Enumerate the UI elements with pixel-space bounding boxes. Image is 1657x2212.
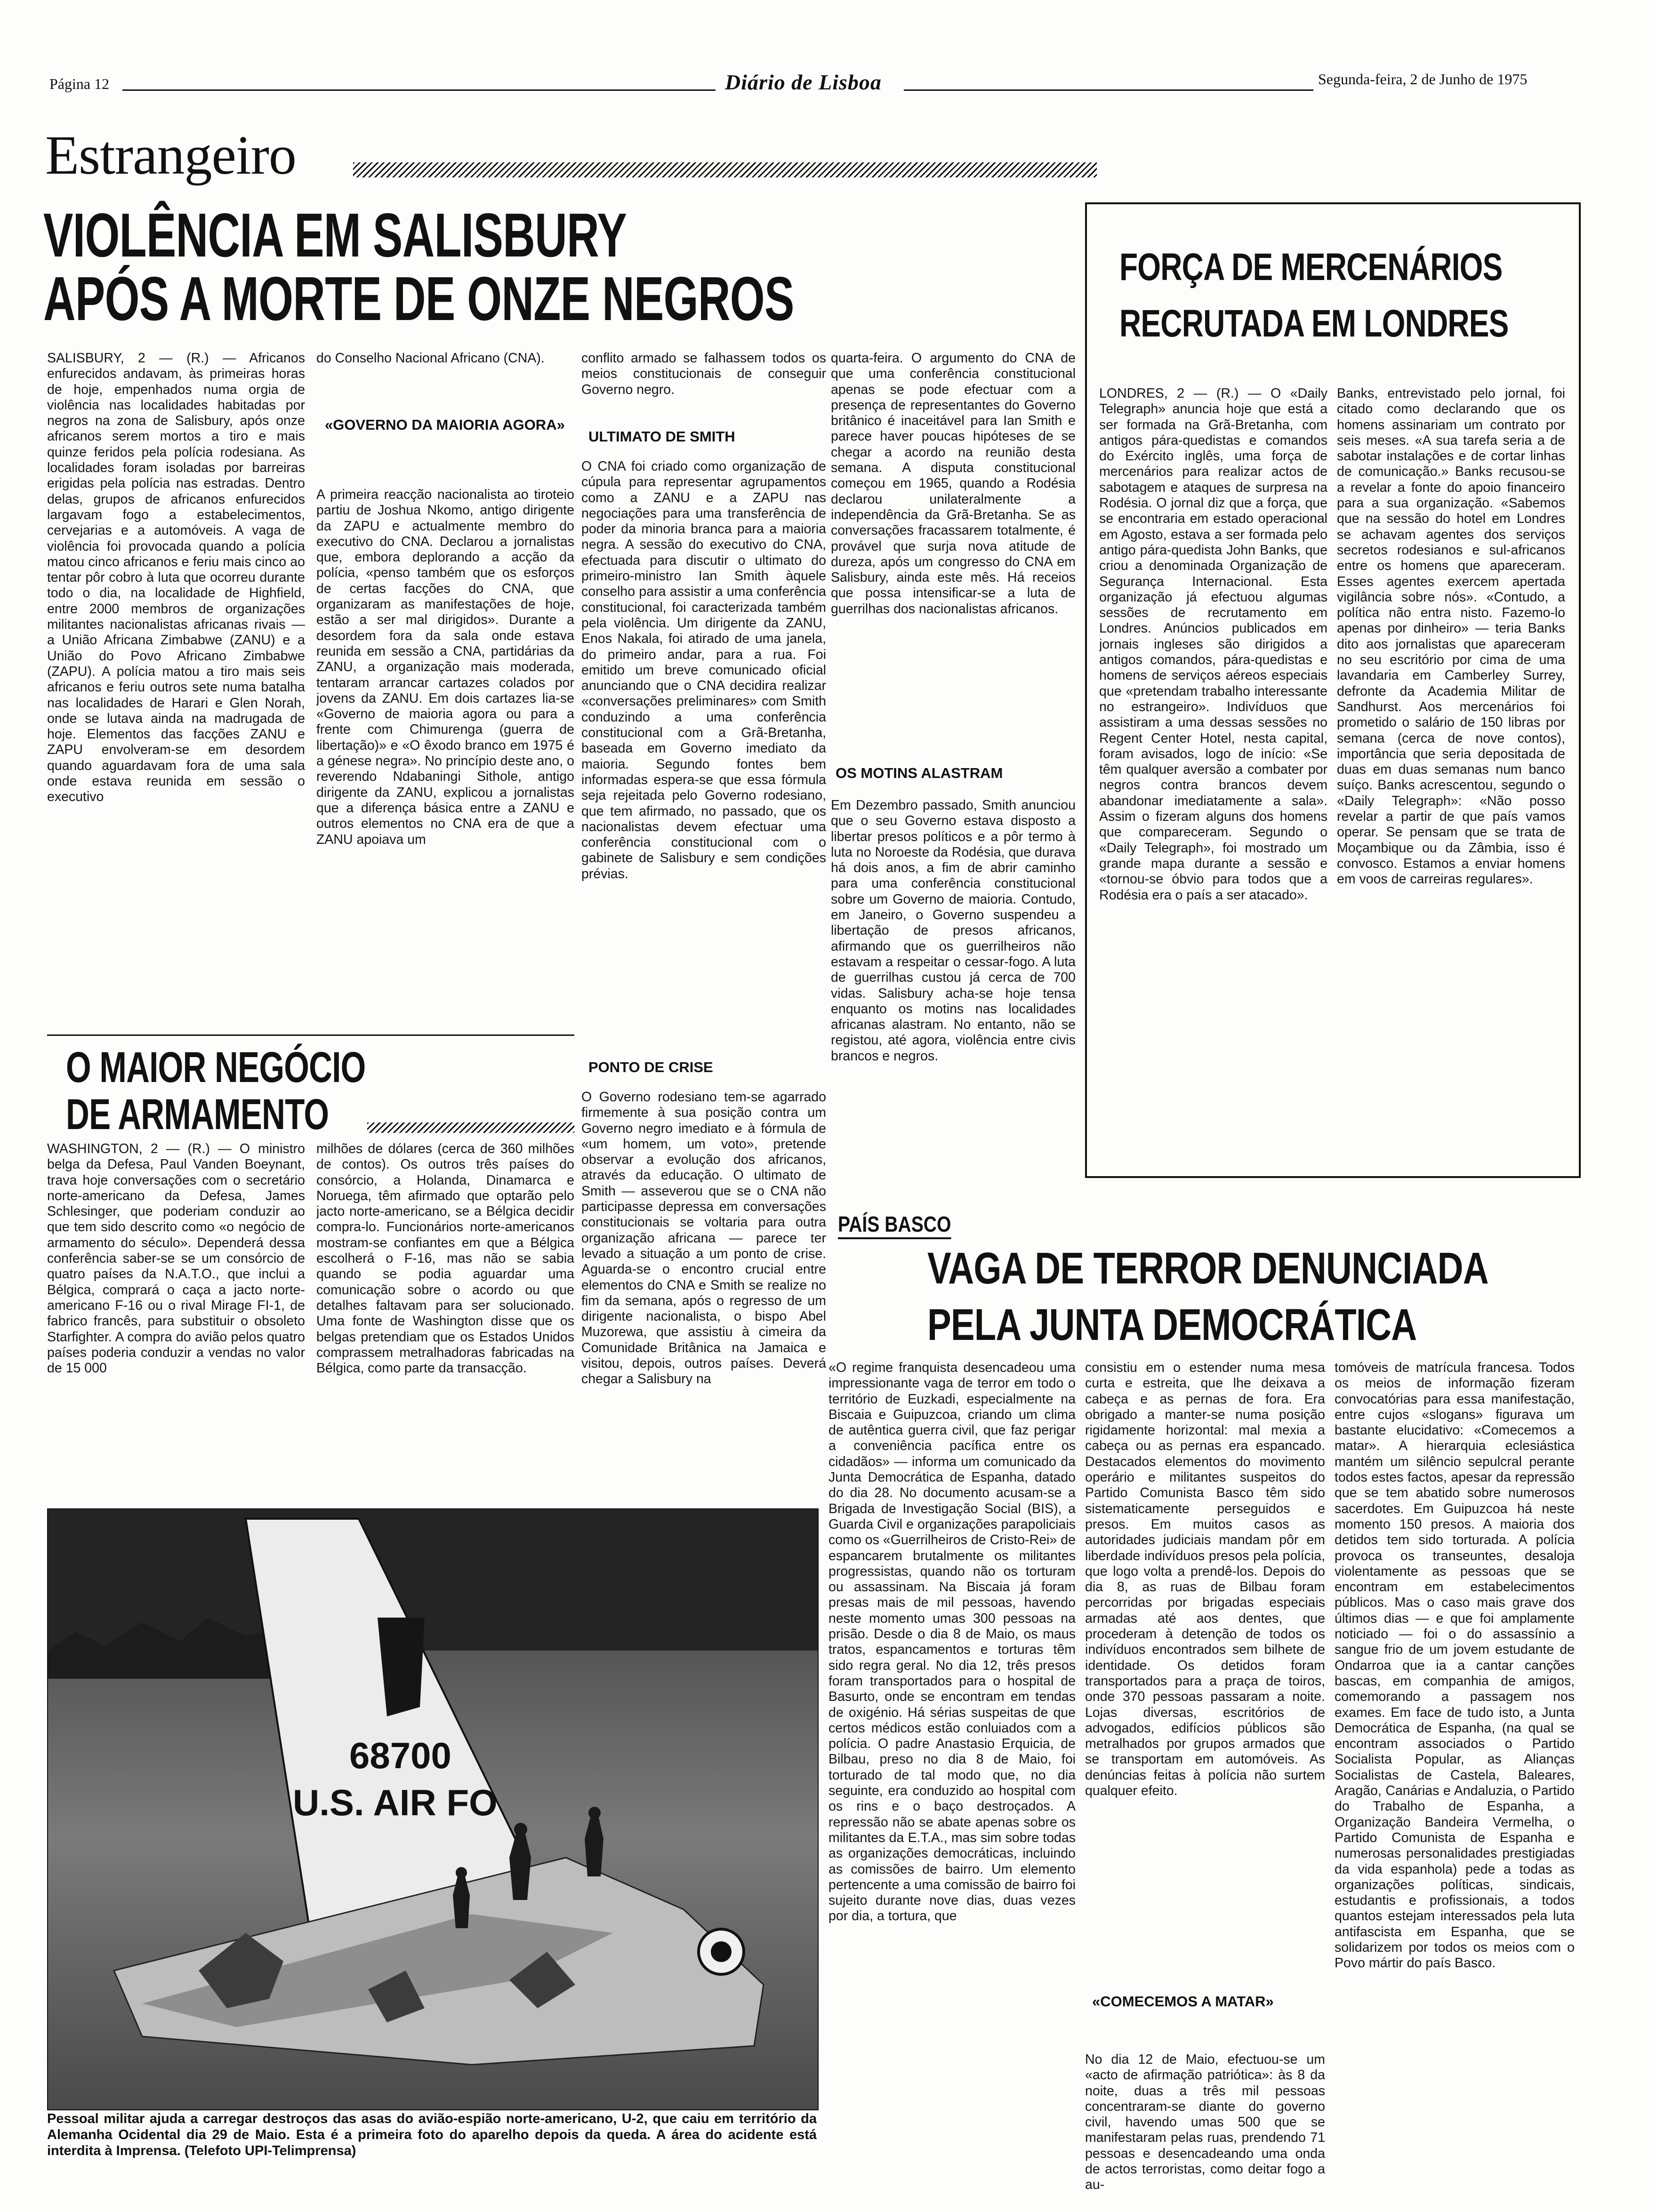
mercenarios-headline-1: FORÇA DE MERCENÁRIOS — [1119, 246, 1503, 289]
mercenarios-column-2: Banks, entrevistado pelo jornal, foi citado como declarando que os homens assinariam um contrato por seis meses. «A sua tarefa seria a de sabotar instalações e de cortar linhas de comunicação.» Banks recusou-se a revelar a fonte do apoio financeiro para a sua organização. «Sabemos que na sessão do hotel em Londres se achavam agentes dos serviços secretos rodesianos e sul-africanos entre os homens que apareceram. Esses agentes exercem apertada vigilância sobre nós». «Contudo, a política não entra nisto. Fazemo-lo apenas por dinheiro» — teria Banks dito aos jornalistas que apareceram no seu escritório por cima de uma lavandaria em Camberley Surrey, defronte da Academia Militar de Sandhurst. Aos mercenários foi prometido o salário de 150 libras por semana (cerca de nove contos), importância que seria depositada de duas em duas semanas num banco suíço. Banks acrescentou, segundo o «Daily Telegraph»: «Não posso revelar a partir de que país vamos operar. Se pensam que se trata de Moçambique ou da Zâmbia, isso é convosco. Estamos a enviar homens em voos de carreiras regulares». — [1337, 386, 1565, 887]
section-hatch-rule — [353, 162, 1097, 177]
pais-basco-column-3: tomóveis de matrícula francesa. Todos os meios de informação fizeram convocatórias para essa manifestação, entre cujos «slogans» figurava um bastante elucidativo: «Comecemos a matar». A hierarquia eclesiástica mantém um silêncio sepulcral perante todos estes factos, apesar da repressão que se tem abatido sobre numerosos sacerdotes. Em Guipuzcoa há neste momento 150 presos. A maioria dos detidos tem sido torturada. A polícia provoca os transeuntes, desaloja violentamente as pessoas que se encontram em estabelecimentos públicos. Mas o caso mais grave dos últimos dias — e que foi amplamente noticiado — foi o do assassínio a sangue frio de um jovem estudante de Ondarroa que ia a cantar canções bascas, em companhia de amigos, comemorando a passagem nos exames. Em face de tudo isto, a Junta Democrática de Espanha, (na qual se encontram associados o Partido Socialista Popular, as Alianças Socialistas de Castela, Baleares, Aragão, Canárias e Andaluzia, o Partido do Trabalho de Espanha, a Organização Bandeira Vermelha, o Partido Comunista de Espanha e numerosas personalidades prestigiadas da vida espanhola) pede a todas as organizações políticas, sindicais, estudantis e profissionais, a todos quantos estejam interessados pela luta antifascista em Espanha, que se solidarizem por todos os meios com o Povo mártir do país Basco. — [1335, 1360, 1575, 1971]
pais-basco-headline-2: PELA JUNTA DEMOCRÁTICA — [927, 1300, 1417, 1350]
salisbury-headline-2: APÓS A MORTE DE ONZE NEGROS — [43, 264, 794, 333]
pais-basco-column-2: consistiu em o estender numa mesa curta e estreita, que lhe deixava a cabeça e as pernas de fora. Era obrigado a manter-se numa posição rigidamente horizontal: mal mexia a cabeça ou as pernas era espancado. Destacados elementos do movimento operário e militantes suspeitos do Partido Comunista Basco têm sido sistematicamente perseguidos e presos. Em muitos casos as autoridades judiciais mandam pôr em liberdade indivíduos presos pela polícia, que logo volta a prendê-los. Depois do dia 8, as ruas de Bilbau foram percorridas por brigadas especiais armadas até aos dentes, que procederam à detenção de todos os indivíduos encontrados sem bilhete de identidade. Os detidos foram transportados para a praça de toiros, onde 370 pessoas passaram a noite. Lojas diversas, escritórios de advogados, edifícios públicos são metralhados por grupos armados que se transportam em automóveis. As denúncias feitas à polícia não surtem qualquer efeito. — [1085, 1360, 1325, 1799]
mercenarios-column-1: LONDRES, 2 — (R.) — O «Daily Telegraph» anuncia hoje que está a ser formada na Grã-Bretanha, com antigos pára-quedistas e comandos do Exército inglês, uma força de mercenários para realizar actos de sabotagem e ataques de surpresa na Rodésia. O jornal diz que a força, que se encontraria em estado operacional em Agosto, estava a ser formada pelo antigo pára-quedista John Banks, que criou a denominada Organização de Segurança Internacional. Esta organização já efectuou algumas sessões de recrutamento em Londres. Anúncios publicados em jornais ingleses são dirigidos a antigos comandos, pára-quedistas e homens de serviços aéreos especiais que «pretendam trabalho interessante no estrangeiro». Indivíduos que assistiram a uma dessas sessões no Regent Center Hotel, nesta capital, foram avisados, logo de início: «Se têm qualquer aversão a combater por negros contra brancos devem abandonar imediatamente a sala». Assim o fizeram alguns dos homens que compareceram. Segundo o «Daily Telegraph», foi mostrado um grande mapa durante a sessão e «tornou-se óbvio para todos que a Rodésia era o país a ser atacado». — [1099, 386, 1327, 903]
mercenarios-headline-2: RECRUTADA EM LONDRES — [1119, 302, 1509, 345]
armamento-headline-2: DE ARMAMENTO — [66, 1090, 329, 1138]
pais-basco-column-1: «O regime franquista desencadeou uma impressionante vaga de terror em todo o território de Euzkadi, especialmente na Biscaia e Guipuzcoa, criando um clima de autêntica guerra civil, que faz perigar a conveniência pacífica entre os cidadãos» — informa um comunicado da Junta Democrática de Espanha, datado do dia 28. No documento acusam-se a Brigada de Investigação Social (BIS), a Guarda Civil e organizações parapoliciais como os «Guerrilheiros de Cristo-Rei» de espancarem brutalmente os militantes progressistas, quando não os torturam ou assassinam. Na Biscaia já foram presas mais de mil pessoas, havendo neste momento umas 300 pessoas na prisão. Desde o dia 8 de Maio, os maus tratos, espancamentos e torturas têm sido regra geral. No dia 12, três presos foram transportados para o hospital de Basurto, onde se encontram em tendas de oxigénio. Há sérias suspeitas de que certos médicos estão conluiados com a polícia. O padre Anastasio Erquicia, de Bilbau, preso no dia 8 de Maio, foi torturado de tal modo que, no dia seguinte, era conduzido ao hospital com os rins e o baço destroçados. A repressão não se abate apenas sobre os militantes da E.T.A., mas sim sobre todas as organizações democráticas, incluindo as comissões de bairro. Um elemento pertencente a uma comissão de bairro foi sujeito durante nove dias, duas vezes por dia, a tortura, que — [828, 1360, 1076, 1924]
masthead-rule-right — [904, 89, 1313, 91]
salisbury-column-1: SALISBURY, 2 — (R.) — Africanos enfurecidos andavam, às primeiras horas de hoje, empenhados numa orgia de violência nas localidades habitadas por negros na zona de Salisbury, após onze africanos serem mortos a tiro e mais quinze feridos pela polícia rodesiana. As localidades foram isoladas por barreiras erigidas pela polícia nas estradas. Dentro delas, grupos de africanos enfurecidos largavam fogo a estabelecimentos, cervejarias e a automóveis. A vaga de violência foi provocada quando a polícia matou cinco africanos e feriu mais cinco ao tentar pôr cobro à luta que ocorreu durante todo o dia, na localidade de Highfield, entre 2000 membros de organizações militantes nacionalistas africanas rivais — a União Africana Zimbabwe (ZANU) e a União do Povo Africano Zimbabwe (ZAPU). A polícia matou a tiro mais seis africanos e feriu outros sete numa batalha nas localidades de Harari e Glen Norah, onde se lutava ainda na madrugada de hoje. Elementos das facções ZANU e ZAPU envolveram-se em desordem quando aguardavam fora de uma sala onde estava reunida em sessão o executivo — [47, 351, 305, 805]
armamento-hatch-rule — [367, 1122, 574, 1133]
masthead-rule-left — [122, 89, 716, 91]
newspaper-name: Diário de Lisboa — [725, 70, 882, 94]
section-title: Estrangeiro — [45, 124, 296, 186]
armamento-top-rule — [47, 1034, 574, 1036]
tail-marking: U.S. AIR FO — [293, 1782, 498, 1823]
page-number: Página 12 — [49, 75, 110, 92]
pais-basco-column-2-end: No dia 12 de Maio, efectuou-se um «acto de afirmação patriótica»: às 8 da noite, duas a três mil pessoas concentraram-se diante do governo civil, havendo umas 500 que se manifestaram pelas ruas, prendendo 71 pessoas e desencadeando uma onda de actos terroristas, como deitar fogo a au- — [1085, 2052, 1325, 2193]
u2-crash-photo — [47, 1508, 819, 2110]
salisbury-headline-1: VIOLÊNCIA EM SALISBURY — [43, 200, 627, 270]
salisbury-column-3: O CNA foi criado como organização de cúpula para representar agrupamentos como a ZANU e a ZAPU nas negociações para uma transferência de poder da minoria branca para a maioria negra. A sessão do executivo do CNA, efectuada para discutir o ultimato do primeiro-ministro Ian Smith àquele conselho para assistir a uma conferência constitucional, foi caracterizada também pela violência. Um dirigente da ZANU, Enos Nakala, foi atirado de uma janela, do primeiro andar, para a rua. Foi emitido um breve comunicado oficial anunciando que o CNA decidira realizar «conversações preliminares» com Smith conduzindo a uma conferência constitucional com a Grã-Bretanha, baseada em Governo imediato da maioria. Segundo fontes bem informadas espera-se que essa fórmula seja rejeitada pelo Governo rodesiano, que tem afirmado, no passado, que os nacionalistas devem efectuar uma conferência constitucional com o gabinete de Salisbury e sem condições prévias. — [581, 459, 826, 882]
armamento-column-2: milhões de dólares (cerca de 360 milhões de contos). Os outros três países do consórcio, a Holanda, Dinamarca e Noruega, têm afirmado que optarão pelo jacto norte-americano, se a Bélgica decidir compra-lo. Funcionários norte-americanos mostram-se confiantes em que a Bélgica escolherá o F-16, mas não se sabia quando se podia aguardar uma comunicação sobre o acordo ou que detalhes faltavam para ser solucionado. Uma fonte de Washington disse que os belgas pretendiam que os Estados Unidos comprassem metralhadoras fabricadas na Bélgica, como parte da transacção. — [316, 1141, 574, 1376]
salisbury-column-4: Em Dezembro passado, Smith anunciou que o seu Governo estava disposto a libertar presos políticos e a pôr termo à luta no Noroeste da Rodésia, que durava há dois anos, a fim de abrir caminho para uma conferência constitucional sobre um Governo de maioria. Contudo, em Janeiro, o Governo suspendeu a libertação de presos africanos, afirmando que os guerrilheiros não estavam a respeitar o cessar-fogo. A luta de guerrilhas custou já cerca de 700 vidas. Salisbury acha-se hoje tensa enquanto os motins nas localidades africanas alastram. No entanto, não se registou, até agora, violência entre civis brancos e negros. — [831, 798, 1076, 1064]
tail-number: 68700 — [349, 1735, 451, 1776]
armamento-column-1: WASHINGTON, 2 — (R.) — O ministro belga da Defesa, Paul Vanden Boeynant, trava hoje conversações com o secretário norte-americano da Defesa, James Schlesinger, que poderiam conduzir ao que tem sido descrito como «o negócio de armamento do século». Dependerá dessa conferência saber-se se um consórcio de quatro países da N.A.T.O., que inclui a Bélgica, comprará o caça a jacto norte-americano F-16 ou o rival Mirage FI-1, de fabrico francês, para substituir o obsoleto Starfighter. A compra do avião pelos quatro países poderia conduzir a vendas no valor de 15 000 — [47, 1141, 305, 1376]
subhead-governo-maioria: «GOVERNO DA MAIORIA AGORA» — [325, 417, 565, 433]
pais-basco-kicker: PAÍS BASCO — [838, 1212, 951, 1239]
masthead — [0, 0, 1657, 94]
pais-basco-headline-1: VAGA DE TERROR DENUNCIADA — [927, 1243, 1488, 1293]
u2-wreckage-illustration — [48, 1509, 818, 2109]
salisbury-column-4-lead: quarta-feira. O argumento do CNA de que uma conferência constitucional apenas se pode efectuar com a presença de representantes do Governo britânico é inaceitável para Ian Smith e parece haver poucas hipóteses de se chegar a acordo na reunião desta semana. A disputa constitucional começou em 1965, quando a Rodésia declarou unilateralmente a independência da Grã-Bretanha. Se as conversações fracassarem totalmente, é provável que surja nova atitude de dureza, após um congresso do CNA em Salisbury, ainda este mês. Há receios que possa intensificar-se a luta de guerrilhas dos nacionalistas africanos. — [831, 351, 1076, 617]
issue-date: Segunda-feira, 2 de Junho de 1975 — [1318, 71, 1528, 88]
salisbury-column-3-lead: conflito armado se falhassem todos os meios constitucionais de conseguir Governo negro. — [581, 351, 826, 397]
subhead-motins-alastram: OS MOTINS ALASTRAM — [836, 765, 1003, 781]
salisbury-column-3-continued: O Governo rodesiano tem-se agarrado firmemente à sua posição contra um Governo negro imediato e à fórmula de «um homem, um voto», pretende observar a evolução dos africanos, através da educação. O ultimato de Smith — asseverou que se o CNA não participasse depressa em conversações constitucionais se voltaria para outra organização africana — parece ter levado a situação a um ponto de crise. Aguarda-se o encontro crucial entre elementos do CNA e Smith se realize no fim da semana, após o regresso de um dirigente nacionalista, o bispo Abel Muzorewa, que assistiu à cimeira da Comunidade Britânica na Jamaica e visitou, depois, outros países. Deverá chegar a Salisbury na — [581, 1090, 826, 1387]
subhead-comecemos-matar: «COMECEMOS A MATAR» — [1092, 1993, 1274, 2010]
armamento-headline-1: O MAIOR NEGÓCIO — [66, 1043, 366, 1091]
subhead-ultimato-smith: ULTIMATO DE SMITH — [588, 428, 735, 445]
photo-caption: Pessoal militar ajuda a carregar destroços das asas do avião-espião norte-americano, U-2, que caiu em território da Alemanha Ocidental dia 29 de Maio. Esta é a primeira foto do aparelho depois da queda. A área do acidente está interdita à Imprensa. (Telefoto UPI-Telimprensa) — [47, 2111, 817, 2158]
subhead-ponto-crise: PONTO DE CRISE — [588, 1059, 713, 1075]
salisbury-column-2-lead: do Conselho Nacional Africano (CNA). — [316, 351, 545, 366]
salisbury-column-2: A primeira reacção nacionalista ao tiroteio partiu de Joshua Nkomo, antigo dirigente da ZAPU e actualmente membro do executivo do CNA. Declarou a jornalistas que, embora deplorando a acção da polícia, «penso também que os esforços de certas facções do CNA, que organizaram as manifestações de hoje, estão a ser mal dirigidos». Durante a desordem fora da sala onde estava reunida em sessão a CNA, partidárias da ZANU, a organização mais moderada, tentaram arrancar cartazes colados por jovens da ZANU. Em dois cartazes lia-se «Governo de maioria agora ou para a frente com Chimurenga (guerra de libertação)» e «O êxodo branco em 1975 é a génese negra». No princípio deste ano, o reverendo Ndabaningi Sithole, antigo dirigente da ZANU, explicou a jornalistas que a diferença básica entre a ZANU e outros elementos no CNA era de que a ZANU apoiava um — [316, 487, 574, 847]
